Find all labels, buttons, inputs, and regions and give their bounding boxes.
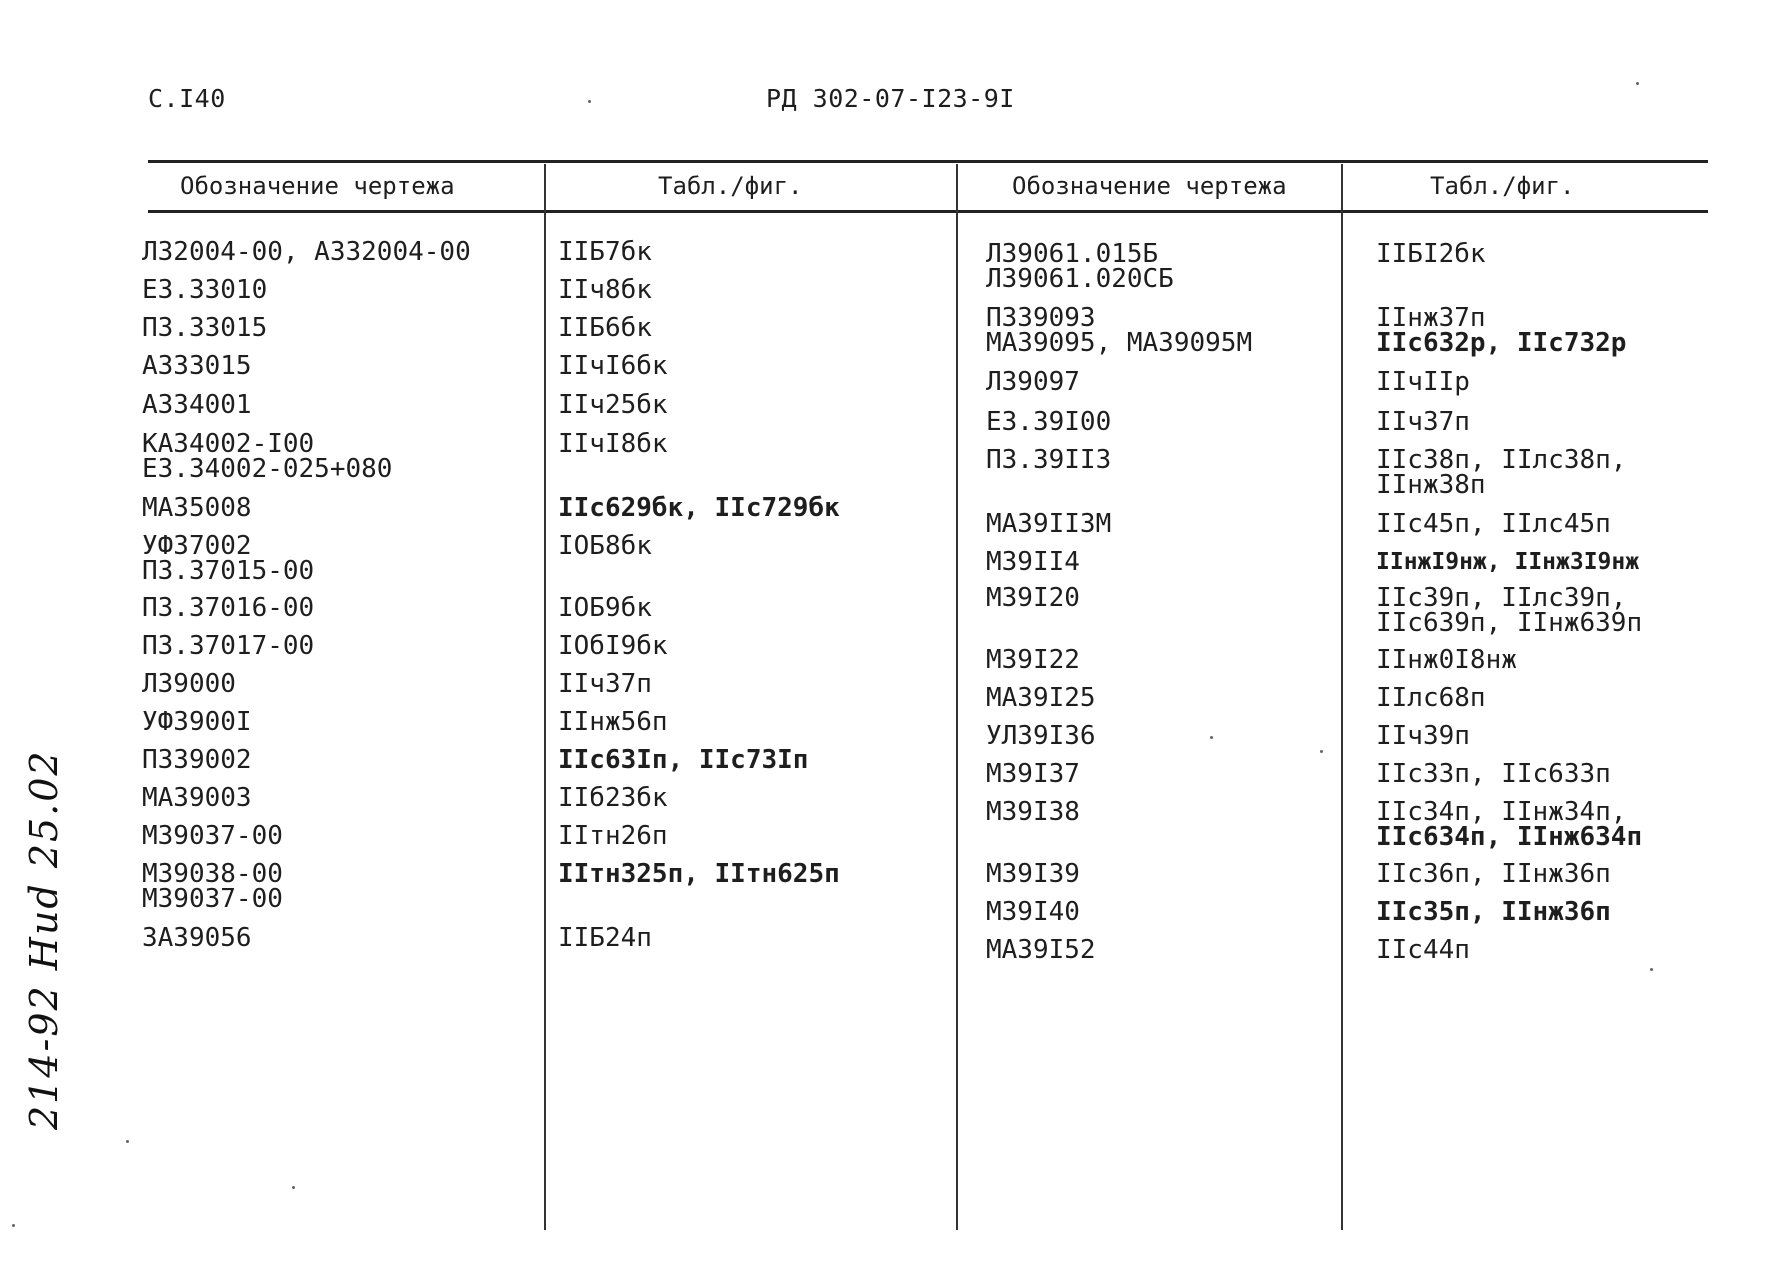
table-figure-ref: IIБI2бк: [1376, 239, 1486, 269]
drawing-designation: [142, 429, 393, 484]
drawing-designation: П3.33015: [142, 313, 268, 343]
drawing-designation: [142, 531, 315, 586]
drawing-designation: М39I22: [986, 645, 1080, 675]
scan-speck: [1636, 82, 1639, 85]
page-number: C.I40: [148, 84, 226, 113]
table-figure-ref: IIс45п, IIлс45п: [1376, 509, 1611, 539]
reference-line-2: IIнж38п: [1376, 470, 1486, 500]
table-figure-ref: IIч8бк: [558, 275, 652, 305]
drawing-designation: П3.37017-00: [142, 631, 315, 661]
column-header-designation: Обозначение чертежа: [180, 172, 455, 200]
scan-speck: [126, 1140, 129, 1143]
designation-line-1: УФ37002: [142, 531, 252, 561]
drawing-designation: МА39II3М: [986, 509, 1112, 539]
column-divider: [1341, 164, 1343, 1230]
drawing-designation: М39037-00: [142, 821, 283, 851]
table-figure-ref: IIБ6бк: [558, 313, 652, 343]
table-figure-ref: [1376, 797, 1643, 852]
table-figure-ref: IIчI8бк: [558, 429, 668, 459]
table-figure-ref: IIс35п, IIнж36п: [1376, 897, 1611, 927]
column-header-reference: Табл./фиг.: [658, 172, 803, 200]
column-divider: [956, 164, 958, 1230]
table-top-rule: [148, 160, 1708, 163]
drawing-designation: Л32004-00, А332004-00: [142, 237, 471, 267]
designation-line-1: КА34002-I00: [142, 429, 315, 459]
table-figure-ref: IIтн26п: [558, 821, 668, 851]
table-figure-ref: IIч39п: [1376, 721, 1470, 751]
drawing-designation: МА39I25: [986, 683, 1096, 713]
column-divider: [544, 164, 546, 1230]
drawing-designation: А333015: [142, 351, 252, 381]
table-figure-ref: IIБ7бк: [558, 237, 652, 267]
drawing-designation: МА39003: [142, 783, 252, 813]
table-figure-ref: IIб23бк: [558, 783, 668, 813]
table-figure-ref: IIс44п: [1376, 935, 1470, 965]
scan-speck: [588, 100, 591, 103]
table-figure-ref: IIчI6бк: [558, 351, 668, 381]
designation-line-2: П3.37015-00: [142, 556, 315, 586]
scan-speck: [12, 1224, 15, 1227]
drawing-designation: Л39000: [142, 669, 236, 699]
scan-speck: [1650, 968, 1653, 971]
table-figure-ref: IIс36п, IIнж36п: [1376, 859, 1611, 889]
designation-line-1: П339093: [986, 303, 1096, 333]
reference-line-2: IIс639п, IIнж639п: [1376, 608, 1643, 638]
drawing-designation: МА39I52: [986, 935, 1096, 965]
table-figure-ref: [1376, 445, 1627, 500]
designation-line-1: М39038-00: [142, 859, 283, 889]
column-header-designation: Обозначение чертежа: [1012, 172, 1287, 200]
table-figure-ref: IIс629бк, IIс729бк: [558, 493, 840, 523]
drawing-designation: УФ3900I: [142, 707, 252, 737]
table-figure-ref: IIтн325п, IIтн625п: [558, 859, 840, 889]
reference-line-2: IIс632р, IIс732р: [1376, 328, 1627, 358]
table-figure-ref: IОбI9бк: [558, 631, 668, 661]
drawing-designation: М39I20: [986, 583, 1080, 613]
table-figure-ref: IIс33п, IIс633п: [1376, 759, 1611, 789]
designation-line-1: Л39061.015Б: [986, 239, 1159, 269]
drawing-designation: П339002: [142, 745, 252, 775]
table-figure-ref: IIБ24п: [558, 923, 652, 953]
drawing-designation: [986, 303, 1253, 358]
designation-line-2: Е3.34002-025+080: [142, 454, 393, 484]
table-figure-ref: IIнж0I8нж: [1376, 645, 1517, 675]
drawing-designation: М39I38: [986, 797, 1080, 827]
designation-line-2: МА39095, МА39095М: [986, 328, 1253, 358]
drawing-designation: [986, 239, 1174, 294]
designation-line-2: М39037-00: [142, 884, 283, 914]
reference-line-1: IIс39п, IIлс39п,: [1376, 583, 1627, 613]
reference-line-2: IIс634п, IIнж634п: [1376, 822, 1643, 852]
reference-line-1: IIс34п, IIнж34п,: [1376, 797, 1627, 827]
table-figure-ref: IIч37п: [558, 669, 652, 699]
drawing-designation: [142, 859, 283, 914]
table-figure-ref: IIч37п: [1376, 407, 1470, 437]
table-figure-ref: IIнж56п: [558, 707, 668, 737]
drawing-designation: А334001: [142, 390, 252, 420]
scan-speck: [1210, 736, 1213, 739]
table-figure-ref: [1376, 583, 1643, 638]
designation-line-2: Л39061.020СБ: [986, 264, 1174, 294]
reference-line-1: IIнж37п: [1376, 303, 1486, 333]
table-figure-ref: IОБ9бк: [558, 593, 652, 623]
drawing-designation: Е3.33010: [142, 275, 268, 305]
drawing-designation: М39I37: [986, 759, 1080, 789]
drawing-designation: М39I39: [986, 859, 1080, 889]
drawing-designation: М39I40: [986, 897, 1080, 927]
table-figure-ref: IIч25бк: [558, 390, 668, 420]
table-figure-ref: IIнжI9нж, IIнж3I9нж: [1376, 549, 1640, 575]
scan-speck: [292, 1186, 295, 1189]
handwritten-margin-note: 214-92 Hud 25.02: [22, 749, 66, 1130]
drawing-designation: МА35008: [142, 493, 252, 523]
table-figure-ref: IОБ8бк: [558, 531, 652, 561]
drawing-designation: ЗА39056: [142, 923, 252, 953]
drawing-designation: П3.39II3: [986, 445, 1112, 475]
scan-speck: [1320, 750, 1323, 753]
reference-line-1: IIс38п, IIлс38п,: [1376, 445, 1627, 475]
drawing-designation: М39II4: [986, 547, 1080, 577]
table-header-rule: [148, 210, 1708, 213]
drawing-designation: П3.37016-00: [142, 593, 315, 623]
drawing-designation: Е3.39I00: [986, 407, 1112, 437]
column-header-reference: Табл./фиг.: [1430, 172, 1575, 200]
table-figure-ref: [1376, 303, 1627, 358]
drawing-designation: УЛ39I36: [986, 721, 1096, 751]
document-code: РД 302-07-I23-9I: [766, 84, 1015, 113]
table-figure-ref: IIлс68п: [1376, 683, 1486, 713]
table-figure-ref: IIчIIр: [1376, 367, 1470, 397]
drawing-designation: Л39097: [986, 367, 1080, 397]
table-figure-ref: IIс63Iп, IIс73Iп: [558, 745, 809, 775]
